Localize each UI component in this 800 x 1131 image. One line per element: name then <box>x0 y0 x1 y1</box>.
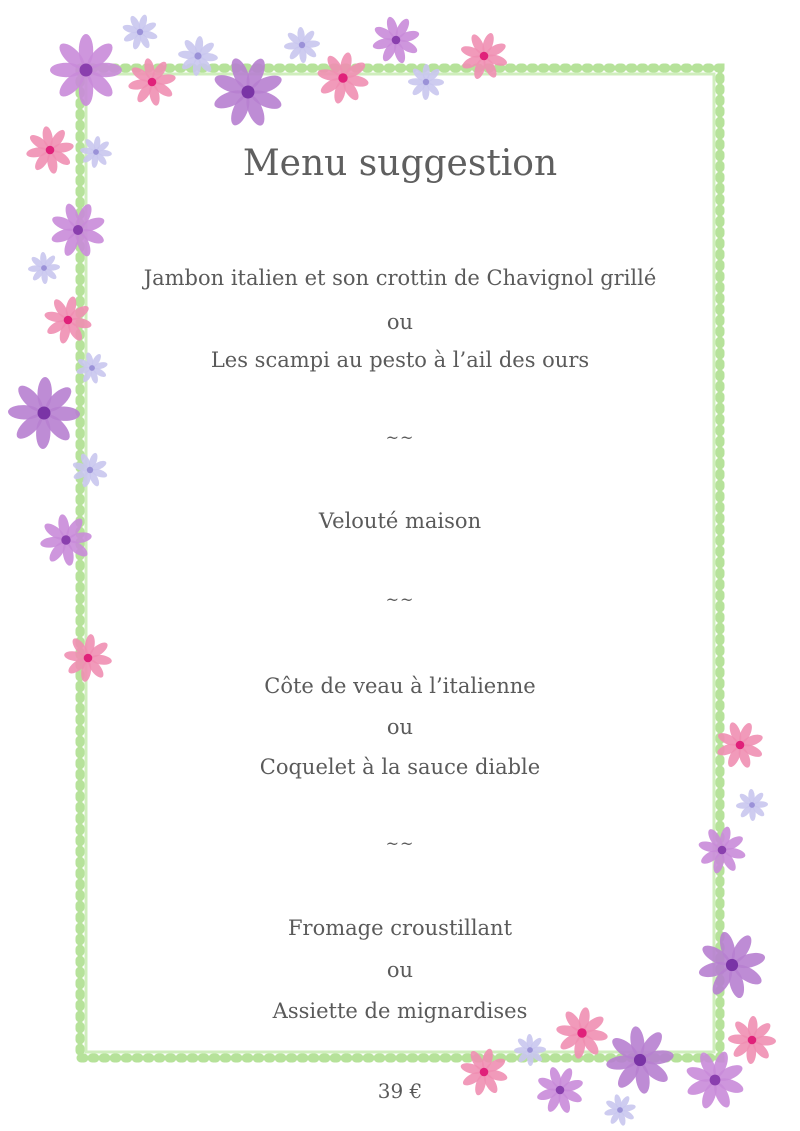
or-label-1: ou <box>386 310 414 334</box>
course-separator-1: ~~ <box>385 428 415 447</box>
menu-price: 39 € <box>377 1079 423 1103</box>
flower-center <box>194 52 201 59</box>
flower-center <box>617 1107 623 1113</box>
flower-center <box>242 86 255 99</box>
flower-icon <box>736 789 768 821</box>
or-label-3: ou <box>386 958 414 982</box>
soup-course: Velouté maison <box>318 509 482 533</box>
flower-center <box>137 29 143 35</box>
flower-center <box>423 79 429 85</box>
flower-icon <box>122 14 159 51</box>
green-scalloped-border <box>80 68 720 1058</box>
dessert-option-1: Fromage croustillant <box>287 916 513 940</box>
flower-center <box>299 42 305 48</box>
course-separator-2: ~~ <box>385 590 415 609</box>
flower-center <box>736 741 745 750</box>
flower-center <box>577 1028 586 1037</box>
flower-center <box>87 467 93 473</box>
flower-center <box>61 535 70 544</box>
flower-icon <box>408 64 444 100</box>
dessert-option-2: Assiette de mignardises <box>272 999 528 1023</box>
flower-center <box>80 64 93 77</box>
flower-center <box>73 225 83 235</box>
or-label-2: ou <box>386 715 414 739</box>
flower-icon <box>372 16 421 65</box>
flower-center <box>748 1036 757 1045</box>
flower-center <box>480 1068 489 1077</box>
flower-center <box>148 78 157 87</box>
flower-center <box>338 73 347 82</box>
flower-center <box>480 52 489 61</box>
flower-icon <box>50 34 122 106</box>
flower-icon <box>316 51 369 104</box>
starter-option-2: Les scampi au pesto à l’ail des ours <box>210 348 590 372</box>
flower-center <box>38 407 51 420</box>
starter-option-1: Jambon italien et son crottin de Chavignol grillé <box>143 266 657 290</box>
flower-center <box>749 802 755 808</box>
flower-center <box>84 654 93 663</box>
course-separator-3: ~~ <box>385 834 415 853</box>
flower-center <box>634 1054 646 1066</box>
flower-center <box>392 36 401 45</box>
flower-icon <box>728 1016 776 1064</box>
flower-icon <box>284 27 321 64</box>
menu-title: Menu suggestion <box>242 143 558 184</box>
main-option-1: Côte de veau à l’italienne <box>264 674 536 698</box>
inner-border-line <box>86 74 714 1052</box>
flower-center <box>527 1047 533 1053</box>
main-option-2: Coquelet à la sauce diable <box>259 755 541 779</box>
